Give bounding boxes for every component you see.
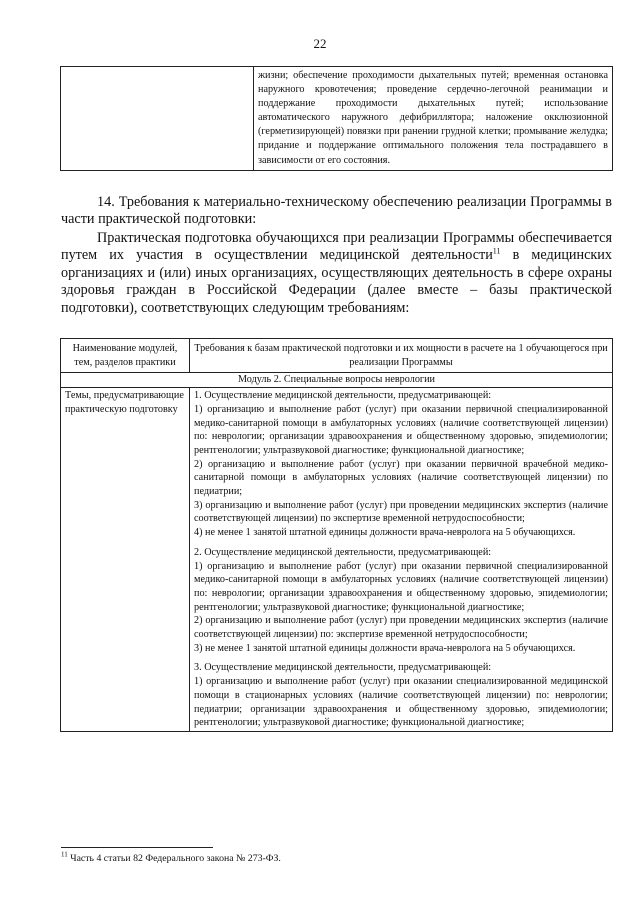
- page-number: 22: [313, 36, 327, 51]
- module-title: Модуль 2. Специальные вопросы неврологии: [61, 373, 613, 388]
- table-header-row: [61, 339, 613, 373]
- requirement-item: 1) организацию и выполнение работ (услуг) при оказании первичной специализированной медико-санитарной помощи в амбулаторных условиях (наличие соответствующей лицензии) по: неврологии; организации здравоохранения и общественному здоровью, эпидемиологии; рентгенологии; ультразвуковой диагностике; функциональной диагностике;: [194, 560, 608, 613]
- requirement-item: 2) организацию и выполнение работ (услуг) при проведении медицинских экспертиз (наличие соответствующей лицензии) по: экспертизе временной нетрудоспособности;: [194, 615, 608, 641]
- requirement-block: [194, 389, 608, 540]
- body-paragraph-text-2: в медицинских организациях и (или) иных организациях, осуществляющих деятельность в сфере охраны здоровья граждан в Российской Федерации (далее вместе – базы практической подготовки), соответствующих следующим требованиям:: [61, 247, 612, 316]
- requirement-item: 2) организацию и выполнение работ (услуг) при оказании первичной врачебной медико-санитарной помощи в амбулаторных условиях (наличие соответствующей лицензии) по педиатрии;: [194, 458, 608, 498]
- table-row: [61, 388, 613, 732]
- footnote: [61, 852, 281, 865]
- module-title-row: [61, 373, 613, 388]
- requirement-item: 4) не менее 1 занятой штатной единицы должности врача-невролога на 5 обучающихся.: [194, 527, 576, 539]
- body-paragraph-text-1: Практическая подготовка обучающихся при реализации Программы обеспечивается путем их участия в осуществлении медицинской деятельности: [61, 230, 612, 264]
- requirement-block: [194, 546, 608, 656]
- continued-table: [60, 66, 613, 171]
- header-requirements-cell: Требования к базам практической подготовки и их мощности в расчете на 1 обучающегося при реализации Программы: [190, 339, 613, 373]
- requirement-item: 1) организацию и выполнение работ (услуг) при оказании первичной специализированной медико-санитарной помощи в амбулаторных условиях (наличие соответствующей лицензии) по: неврологии; организации здравоохранения и общественному здоровью, эпидемиологии; рентгенологии; ультразвуковой диагностике; функциональной диагностике;: [194, 403, 608, 456]
- requirement-item: 3) не менее 1 занятой штатной единицы должности врача-невролога на 5 обучающихся.: [194, 642, 576, 654]
- requirement-item: 1) организацию и выполнение работ (услуг) при оказании специализированной медицинской помощи в стационарных условиях (наличие соответствующей лицензии) по: неврологии; педиатрии; организации здравоохранения и общественному здоровью, эпидемиологии; рентгенологии; ультразвуковой диагностике; функциональной диагностике;: [194, 676, 608, 729]
- footnote-text: Часть 4 статьи 82 Федерального закона № 273-ФЗ.: [67, 853, 281, 864]
- table-row: [61, 67, 613, 171]
- requirements-cell: [190, 388, 613, 732]
- requirement-block-title: 2. Осуществление медицинской деятельности, предусматривающей:: [194, 546, 492, 558]
- section-heading: [61, 194, 612, 229]
- requirement-item: 3) организацию и выполнение работ (услуг) при проведении медицинских экспертиз (наличие соответствующей лицензии) по экспертизе временной нетрудоспособности;: [194, 499, 608, 525]
- header-modules-cell: Наименование модулей, тем, разделов практики: [61, 339, 190, 373]
- body-paragraph: [61, 230, 612, 317]
- section-heading-text: 14. Требования к материально-техническому обеспечению реализации Программы в части практической подготовки:: [61, 194, 612, 228]
- requirement-block-title: 1. Осуществление медицинской деятельности, предусматривающей:: [194, 390, 492, 402]
- footnote-divider: [61, 847, 213, 848]
- requirement-block: [194, 661, 608, 730]
- row-label: Темы, предусматривающие практическую подготовку: [61, 388, 190, 732]
- empty-cell: [61, 67, 254, 171]
- requirement-block-title: 3. Осуществление медицинской деятельности, предусматривающей:: [194, 662, 492, 674]
- requirements-table: [60, 338, 613, 732]
- footnote-marker: 11: [61, 850, 68, 859]
- footnote-reference: 11: [492, 246, 501, 256]
- first-aid-skills-cell: жизни; обеспечение проходимости дыхательных путей; временная остановка наружного кровотечения; проведение сердечно-легочной реанимации и поддержание проходимости дыхательных путей; использование автоматического наружного дефибриллятора; наложение окклюзионной (герметизирующей) повязки при ранении грудной клетки; промывание желудка; придание и поддержание оптимального положения тела пострадавшего в зависимости от его состояния.: [254, 67, 613, 171]
